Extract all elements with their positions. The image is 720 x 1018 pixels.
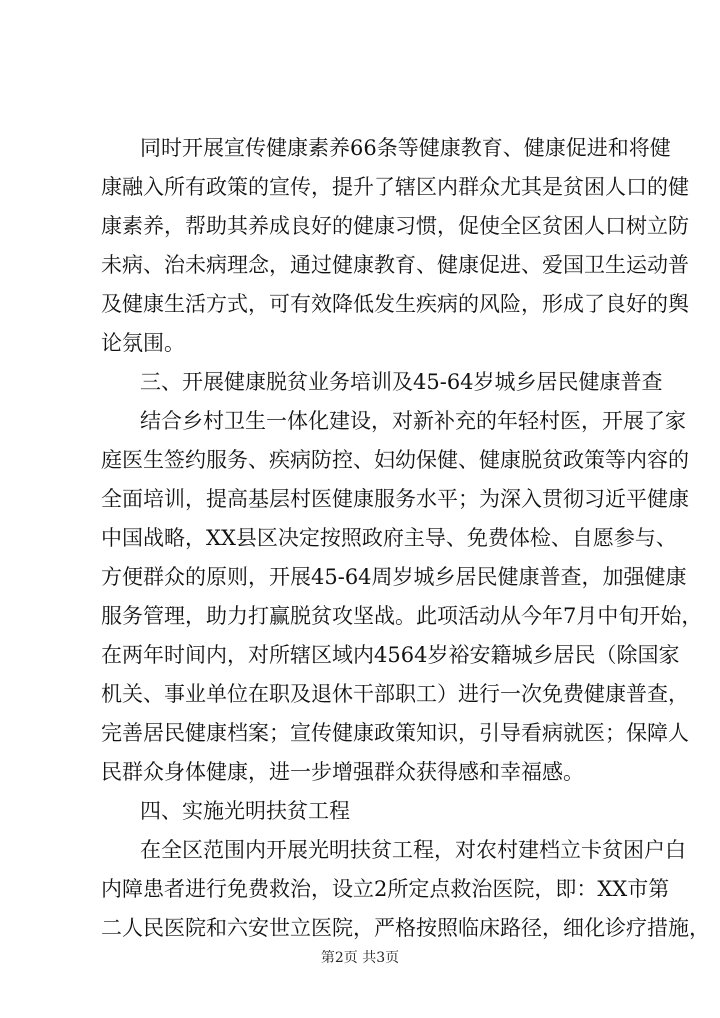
- body-text-line: 庭医生签约服务、疾病防控、妇幼保健、健康脱贫政策等内容的: [101, 448, 689, 472]
- body-text-line: 结合乡村卫生一体化建设，对新补充的年轻村医，开展了家: [140, 409, 686, 433]
- body-text-line: 康融入所有政策的宣传，提升了辖区内群众尤其是贫困人口的健: [101, 175, 689, 199]
- body-text-line: 及健康生活方式，可有效降低发生疾病的风险，形成了良好的舆: [101, 292, 689, 316]
- body-text-line: 在全区范围内开展光明扶贫工程，对农村建档立卡贫困户白: [140, 838, 686, 862]
- body-text-line: 二人民医院和六安世立医院，严格按照临床路径，细化诊疗措施，: [101, 916, 710, 940]
- page-number-footer: 第2页 共3页: [320, 950, 400, 966]
- body-text-line: 中国战略，XX县区决定按照政府主导、免费体检、自愿参与、: [101, 526, 677, 550]
- body-text-line: 同时开展宣传健康素养66条等健康教育、健康促进和将健: [140, 136, 671, 160]
- body-text-line: 民群众身体健康，进一步增强群众获得感和幸福感。: [101, 760, 584, 784]
- body-text-line: 方便群众的原则，开展45-64周岁城乡居民健康普查，加强健康: [101, 565, 687, 589]
- section-heading: 四、实施光明扶贫工程: [140, 799, 350, 823]
- body-text-line: 全面培训，提高基层村医健康服务水平；为深入贯彻习近平健康: [101, 487, 689, 511]
- body-text-line: 在两年时间内，对所辖区域内4564岁裕安籍城乡居民（除国家: [101, 643, 680, 667]
- body-text-line: 论氛围。: [101, 331, 185, 355]
- section-heading: 三、开展健康脱贫业务培训及45-64岁城乡居民健康普查: [140, 370, 663, 394]
- body-text-line: 完善居民健康档案；宣传健康政策知识，引导看病就医；保障人: [101, 721, 689, 745]
- body-text-line: 机关、事业单位在职及退休干部职工）进行一次免费健康普查，: [101, 682, 689, 706]
- body-text-line: 内障患者进行免费救治，设立2所定点救治医院，即：XX市第: [101, 877, 670, 901]
- body-text-line: 服务管理，助力打赢脱贫攻坚战。此项活动从今年7月中旬开始，: [101, 604, 703, 628]
- body-text-line: 未病、治未病理念，通过健康教育、健康促进、爱国卫生运动普: [101, 253, 689, 277]
- body-text-line: 康素养，帮助其养成良好的健康习惯，促使全区贫困人口树立防: [101, 214, 689, 238]
